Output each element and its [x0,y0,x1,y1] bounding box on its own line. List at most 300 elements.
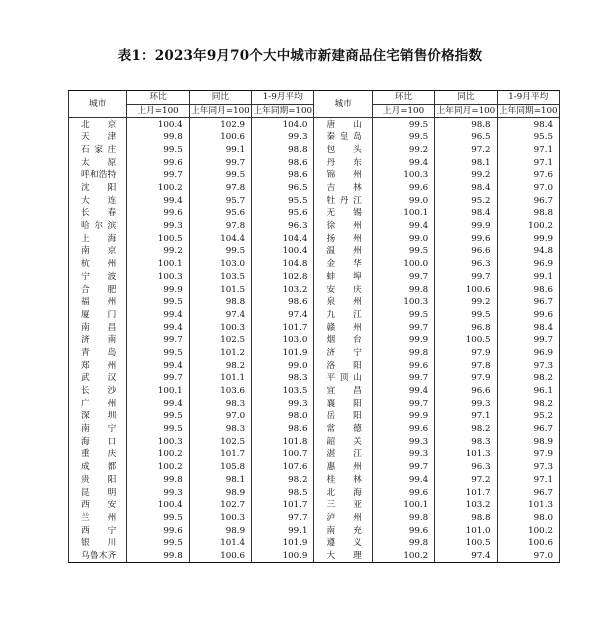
yoy-cell: 98.2 [189,359,251,372]
table-row [69,499,560,512]
table-row [69,207,560,220]
city-cell: 徐州 [314,220,372,233]
avg-cell: 104.0 [252,118,314,131]
city-header: 城市 [314,91,372,118]
avg-cell: 103.5 [252,385,314,398]
avg-cell: 100.9 [252,550,314,563]
avg-header: 1-9月平均 [252,91,314,105]
city-cell: 济宁 [314,347,372,360]
city-cell: 北京 [69,118,127,131]
yoy-cell: 100.6 [435,283,497,296]
table-row [69,410,560,423]
city-cell: 九江 [314,309,372,322]
yoy-cell: 99.2 [435,169,497,182]
city-cell: 岳阳 [314,410,372,423]
yoy-cell: 99.7 [435,271,497,284]
mom-cell: 99.0 [372,195,434,208]
mom-cell: 99.6 [127,207,189,220]
yoy-cell: 96.6 [435,385,497,398]
avg-cell: 97.9 [497,448,559,461]
yoy-cell: 98.9 [189,524,251,537]
mom-cell: 99.5 [372,309,434,322]
mom-cell: 99.5 [372,118,434,131]
yoy-cell: 98.9 [189,486,251,499]
city-cell: 海口 [69,436,127,449]
yoy-base-header: 上年同月=100 [191,105,250,116]
yoy-cell: 98.1 [435,156,497,169]
mom-cell: 99.5 [127,512,189,525]
city-cell: 南京 [69,245,127,258]
city-header: 城市 [69,91,127,118]
city-cell: 泉州 [314,296,372,309]
yoy-cell: 98.8 [189,296,251,309]
avg-cell: 98.2 [497,398,559,411]
yoy-cell: 98.8 [435,512,497,525]
table-body [69,118,560,563]
mom-cell: 100.2 [127,448,189,461]
avg-cell: 107.6 [252,461,314,474]
avg-base-header: 上年同期=100 [253,105,313,116]
mom-cell: 100.0 [372,258,434,271]
mom-cell: 100.3 [372,296,434,309]
yoy-cell: 98.3 [189,423,251,436]
mom-cell: 99.4 [372,474,434,487]
avg-cell: 98.5 [252,486,314,499]
yoy-cell: 96.5 [435,131,497,144]
city-cell: 石家庄 [69,144,127,157]
table-row [69,359,560,372]
avg-cell: 100.2 [497,524,559,537]
city-cell: 宁波 [69,271,127,284]
yoy-cell: 100.6 [189,131,251,144]
yoy-cell: 101.3 [435,448,497,461]
avg-cell: 98.4 [497,118,559,131]
yoy-cell: 99.1 [189,144,251,157]
mom-cell: 99.7 [372,271,434,284]
yoy-cell: 102.5 [189,334,251,347]
yoy-cell: 96.6 [435,245,497,258]
mom-cell: 99.5 [127,296,189,309]
avg-cell: 99.3 [252,131,314,144]
yoy-cell: 101.0 [435,524,497,537]
yoy-cell: 97.8 [435,359,497,372]
mom-cell: 99.9 [372,410,434,423]
city-cell: 长沙 [69,385,127,398]
yoy-cell: 97.9 [435,347,497,360]
avg-cell: 98.6 [497,283,559,296]
city-cell: 太原 [69,156,127,169]
avg-cell: 97.6 [497,169,559,182]
yoy-cell: 98.2 [435,423,497,436]
mom-cell: 99.6 [127,524,189,537]
mom-cell: 99.7 [127,169,189,182]
mom-cell: 100.3 [127,436,189,449]
yoy-cell: 99.5 [189,169,251,182]
mom-cell: 100.1 [372,207,434,220]
yoy-cell: 103.5 [189,271,251,284]
city-cell: 三亚 [314,499,372,512]
city-cell: 银川 [69,537,127,550]
mom-cell: 99.5 [127,423,189,436]
yoy-cell: 97.2 [435,144,497,157]
table-row [69,144,560,157]
yoy-cell: 97.4 [435,550,497,563]
yoy-cell: 103.2 [435,499,497,512]
avg-cell: 97.3 [497,461,559,474]
table-row [69,347,560,360]
avg-cell: 98.2 [497,372,559,385]
mom-cell: 99.2 [372,144,434,157]
city-cell: 遵义 [314,537,372,550]
avg-cell: 98.3 [252,372,314,385]
avg-cell: 96.7 [497,423,559,436]
avg-cell: 98.6 [252,423,314,436]
avg-cell: 101.7 [252,321,314,334]
mom-cell: 99.4 [372,220,434,233]
city-cell: 赣州 [314,321,372,334]
city-cell: 北海 [314,486,372,499]
mom-cell: 99.9 [127,283,189,296]
avg-cell: 100.2 [497,220,559,233]
avg-cell: 98.9 [497,436,559,449]
avg-cell: 101.3 [497,499,559,512]
avg-header: 1-9月平均 [497,91,559,105]
avg-cell: 94.8 [497,245,559,258]
city-cell: 厦门 [69,309,127,322]
avg-cell: 96.7 [497,486,559,499]
yoy-cell: 100.5 [435,334,497,347]
avg-cell: 96.1 [497,385,559,398]
yoy-cell: 97.2 [435,474,497,487]
avg-cell: 103.2 [252,283,314,296]
mom-cell: 99.7 [372,321,434,334]
city-cell: 唐山 [314,118,372,131]
city-cell: 泸州 [314,512,372,525]
city-cell: 蚌埠 [314,271,372,284]
avg-cell: 96.9 [497,258,559,271]
avg-cell: 98.2 [252,474,314,487]
mom-cell: 99.2 [127,245,189,258]
yoy-cell: 98.4 [435,182,497,195]
city-cell: 湛江 [314,448,372,461]
yoy-cell: 100.3 [189,512,251,525]
mom-cell: 99.4 [127,359,189,372]
yoy-header: 同比 [189,91,251,105]
yoy-cell: 99.5 [189,245,251,258]
mom-header: 环比 [127,91,189,105]
yoy-cell: 98.3 [189,398,251,411]
table-row [69,118,560,131]
yoy-cell: 103.0 [189,258,251,271]
mom-cell: 99.5 [127,144,189,157]
yoy-cell: 97.8 [189,182,251,195]
city-cell: 烟台 [314,334,372,347]
city-cell: 丹东 [314,156,372,169]
avg-cell: 100.6 [497,537,559,550]
city-cell: 大理 [314,550,372,563]
mom-cell: 99.8 [372,512,434,525]
mom-cell: 99.8 [127,131,189,144]
yoy-cell: 98.4 [435,207,497,220]
yoy-cell: 103.6 [189,385,251,398]
avg-cell: 95.5 [252,195,314,208]
yoy-cell: 99.6 [435,233,497,246]
mom-cell: 100.2 [372,550,434,563]
yoy-cell: 96.8 [435,321,497,334]
mom-cell: 99.4 [127,195,189,208]
city-cell: 深圳 [69,410,127,423]
yoy-cell: 95.7 [189,195,251,208]
mom-cell: 99.6 [372,423,434,436]
city-cell: 昆明 [69,486,127,499]
city-cell: 南昌 [69,321,127,334]
yoy-cell: 101.5 [189,283,251,296]
city-cell: 锦州 [314,169,372,182]
city-cell: 兰州 [69,512,127,525]
avg-cell: 99.3 [252,398,314,411]
yoy-cell: 104.4 [189,233,251,246]
yoy-cell: 96.3 [435,258,497,271]
city-cell: 沈阳 [69,182,127,195]
city-cell: 乌鲁木齐 [69,550,127,563]
table-row [69,334,560,347]
table-row [69,195,560,208]
table-row [69,321,560,334]
city-cell: 襄阳 [314,398,372,411]
avg-cell: 97.0 [497,182,559,195]
city-cell: 杭州 [69,258,127,271]
city-cell: 西宁 [69,524,127,537]
city-cell: 合肥 [69,283,127,296]
yoy-cell: 97.8 [189,220,251,233]
table-row [69,131,560,144]
mom-cell: 99.6 [372,359,434,372]
city-cell: 牡丹江 [314,195,372,208]
mom-cell: 99.7 [372,372,434,385]
avg-cell: 95.2 [497,410,559,423]
avg-cell: 95.6 [252,207,314,220]
avg-cell: 100.4 [252,245,314,258]
city-cell: 惠州 [314,461,372,474]
city-cell: 重庆 [69,448,127,461]
avg-cell: 99.9 [497,233,559,246]
avg-cell: 98.8 [252,144,314,157]
yoy-cell: 98.8 [435,118,497,131]
mom-base-header: 上月=100 [127,104,189,118]
yoy-cell: 98.3 [435,436,497,449]
city-cell: 福州 [69,296,127,309]
avg-cell: 99.0 [252,359,314,372]
avg-cell: 101.7 [252,499,314,512]
yoy-cell: 99.2 [435,296,497,309]
mom-cell: 100.3 [127,271,189,284]
city-cell: 呼和浩特 [69,169,127,182]
table-row [69,182,560,195]
mom-cell: 99.7 [372,461,434,474]
yoy-cell: 102.5 [189,436,251,449]
mom-cell: 100.3 [372,169,434,182]
page-title: 表1：2023年9月70个大中城市新建商品住宅销售价格指数 [117,48,483,64]
avg-cell: 97.4 [252,309,314,322]
table-row [69,537,560,550]
yoy-cell: 99.9 [435,220,497,233]
city-cell: 西安 [69,499,127,512]
city-cell: 广州 [69,398,127,411]
mom-cell: 100.4 [127,118,189,131]
mom-cell: 99.5 [127,537,189,550]
mom-cell: 99.8 [127,474,189,487]
mom-cell: 99.8 [127,550,189,563]
city-cell: 秦皇岛 [314,131,372,144]
mom-cell: 99.6 [372,524,434,537]
avg-cell: 100.7 [252,448,314,461]
city-cell: 贵阳 [69,474,127,487]
avg-cell: 99.7 [497,334,559,347]
yoy-cell: 95.6 [189,207,251,220]
yoy-cell: 97.0 [189,410,251,423]
city-cell: 金华 [314,258,372,271]
mom-cell: 99.7 [127,372,189,385]
mom-cell: 100.1 [127,385,189,398]
mom-cell: 99.8 [372,283,434,296]
city-cell: 桂林 [314,474,372,487]
yoy-header: 同比 [435,91,497,105]
mom-cell: 99.4 [372,385,434,398]
mom-cell: 99.8 [372,347,434,360]
city-cell: 济南 [69,334,127,347]
yoy-base-header: 上年同月=100 [436,105,496,116]
yoy-cell: 99.3 [435,398,497,411]
avg-cell: 97.0 [497,550,559,563]
avg-cell: 101.9 [252,537,314,550]
avg-cell: 96.5 [252,182,314,195]
avg-cell: 97.1 [497,474,559,487]
table-row [69,309,560,322]
mom-cell: 99.0 [372,233,434,246]
avg-cell: 101.8 [252,436,314,449]
yoy-cell: 97.9 [435,372,497,385]
avg-cell: 98.6 [252,296,314,309]
yoy-cell: 97.1 [435,410,497,423]
avg-cell: 97.3 [497,359,559,372]
city-cell: 天津 [69,131,127,144]
mom-cell: 99.6 [372,486,434,499]
city-cell: 无锡 [314,207,372,220]
yoy-cell: 99.5 [435,309,497,322]
city-cell: 青岛 [69,347,127,360]
mom-cell: 99.3 [127,486,189,499]
city-cell: 上海 [69,233,127,246]
mom-cell: 99.4 [127,398,189,411]
table-row [69,156,560,169]
mom-cell: 99.7 [372,398,434,411]
avg-cell: 99.1 [497,271,559,284]
yoy-cell: 95.2 [435,195,497,208]
mom-cell: 99.5 [127,410,189,423]
mom-cell: 100.1 [127,258,189,271]
city-cell: 吉林 [314,182,372,195]
table-row [69,550,560,563]
city-cell: 洛阳 [314,359,372,372]
table-row [69,220,560,233]
city-cell: 安庆 [314,283,372,296]
avg-cell: 95.5 [497,131,559,144]
avg-cell: 98.6 [252,156,314,169]
table-row [69,283,560,296]
city-cell: 南宁 [69,423,127,436]
city-cell: 郑州 [69,359,127,372]
table-row [69,372,560,385]
yoy-cell: 98.1 [189,474,251,487]
avg-cell: 98.8 [497,207,559,220]
city-cell: 长春 [69,207,127,220]
table-row [69,245,560,258]
avg-cell: 104.8 [252,258,314,271]
yoy-cell: 97.4 [189,309,251,322]
avg-base-header: 上年同期=100 [498,105,558,116]
avg-cell: 96.9 [497,347,559,360]
table-row [69,258,560,271]
city-cell: 常德 [314,423,372,436]
yoy-cell: 101.4 [189,537,251,550]
avg-cell: 104.4 [252,233,314,246]
avg-cell: 97.1 [497,156,559,169]
mom-cell: 100.5 [127,233,189,246]
table-row [69,423,560,436]
mom-base-header: 上月=100 [372,104,434,118]
city-cell: 温州 [314,245,372,258]
mom-cell: 99.5 [127,347,189,360]
avg-cell: 97.7 [252,512,314,525]
table-row [69,524,560,537]
table-row [69,512,560,525]
mom-header: 环比 [372,91,434,105]
mom-cell: 100.2 [127,461,189,474]
table-row [69,486,560,499]
yoy-cell: 102.9 [189,118,251,131]
city-cell: 包头 [314,144,372,157]
avg-cell: 98.0 [252,410,314,423]
mom-cell: 99.7 [127,334,189,347]
table-row [69,461,560,474]
mom-cell: 99.3 [127,220,189,233]
mom-cell: 99.6 [372,182,434,195]
avg-cell: 96.7 [497,195,559,208]
mom-cell: 100.4 [127,499,189,512]
mom-cell: 99.6 [127,156,189,169]
yoy-cell: 101.7 [435,486,497,499]
avg-cell: 99.1 [252,524,314,537]
yoy-cell: 100.3 [189,321,251,334]
city-cell: 武汉 [69,372,127,385]
table-row [69,296,560,309]
yoy-cell: 102.7 [189,499,251,512]
yoy-cell: 96.3 [435,461,497,474]
avg-cell: 98.0 [497,512,559,525]
city-cell: 扬州 [314,233,372,246]
mom-cell: 99.4 [127,309,189,322]
mom-cell: 99.4 [372,156,434,169]
table-row [69,474,560,487]
price-index-table [68,90,560,563]
yoy-cell: 100.5 [435,537,497,550]
avg-cell: 96.7 [497,296,559,309]
mom-cell: 99.4 [127,321,189,334]
yoy-cell: 100.6 [189,550,251,563]
city-cell: 韶关 [314,436,372,449]
city-cell: 哈尔滨 [69,220,127,233]
table-row [69,169,560,182]
